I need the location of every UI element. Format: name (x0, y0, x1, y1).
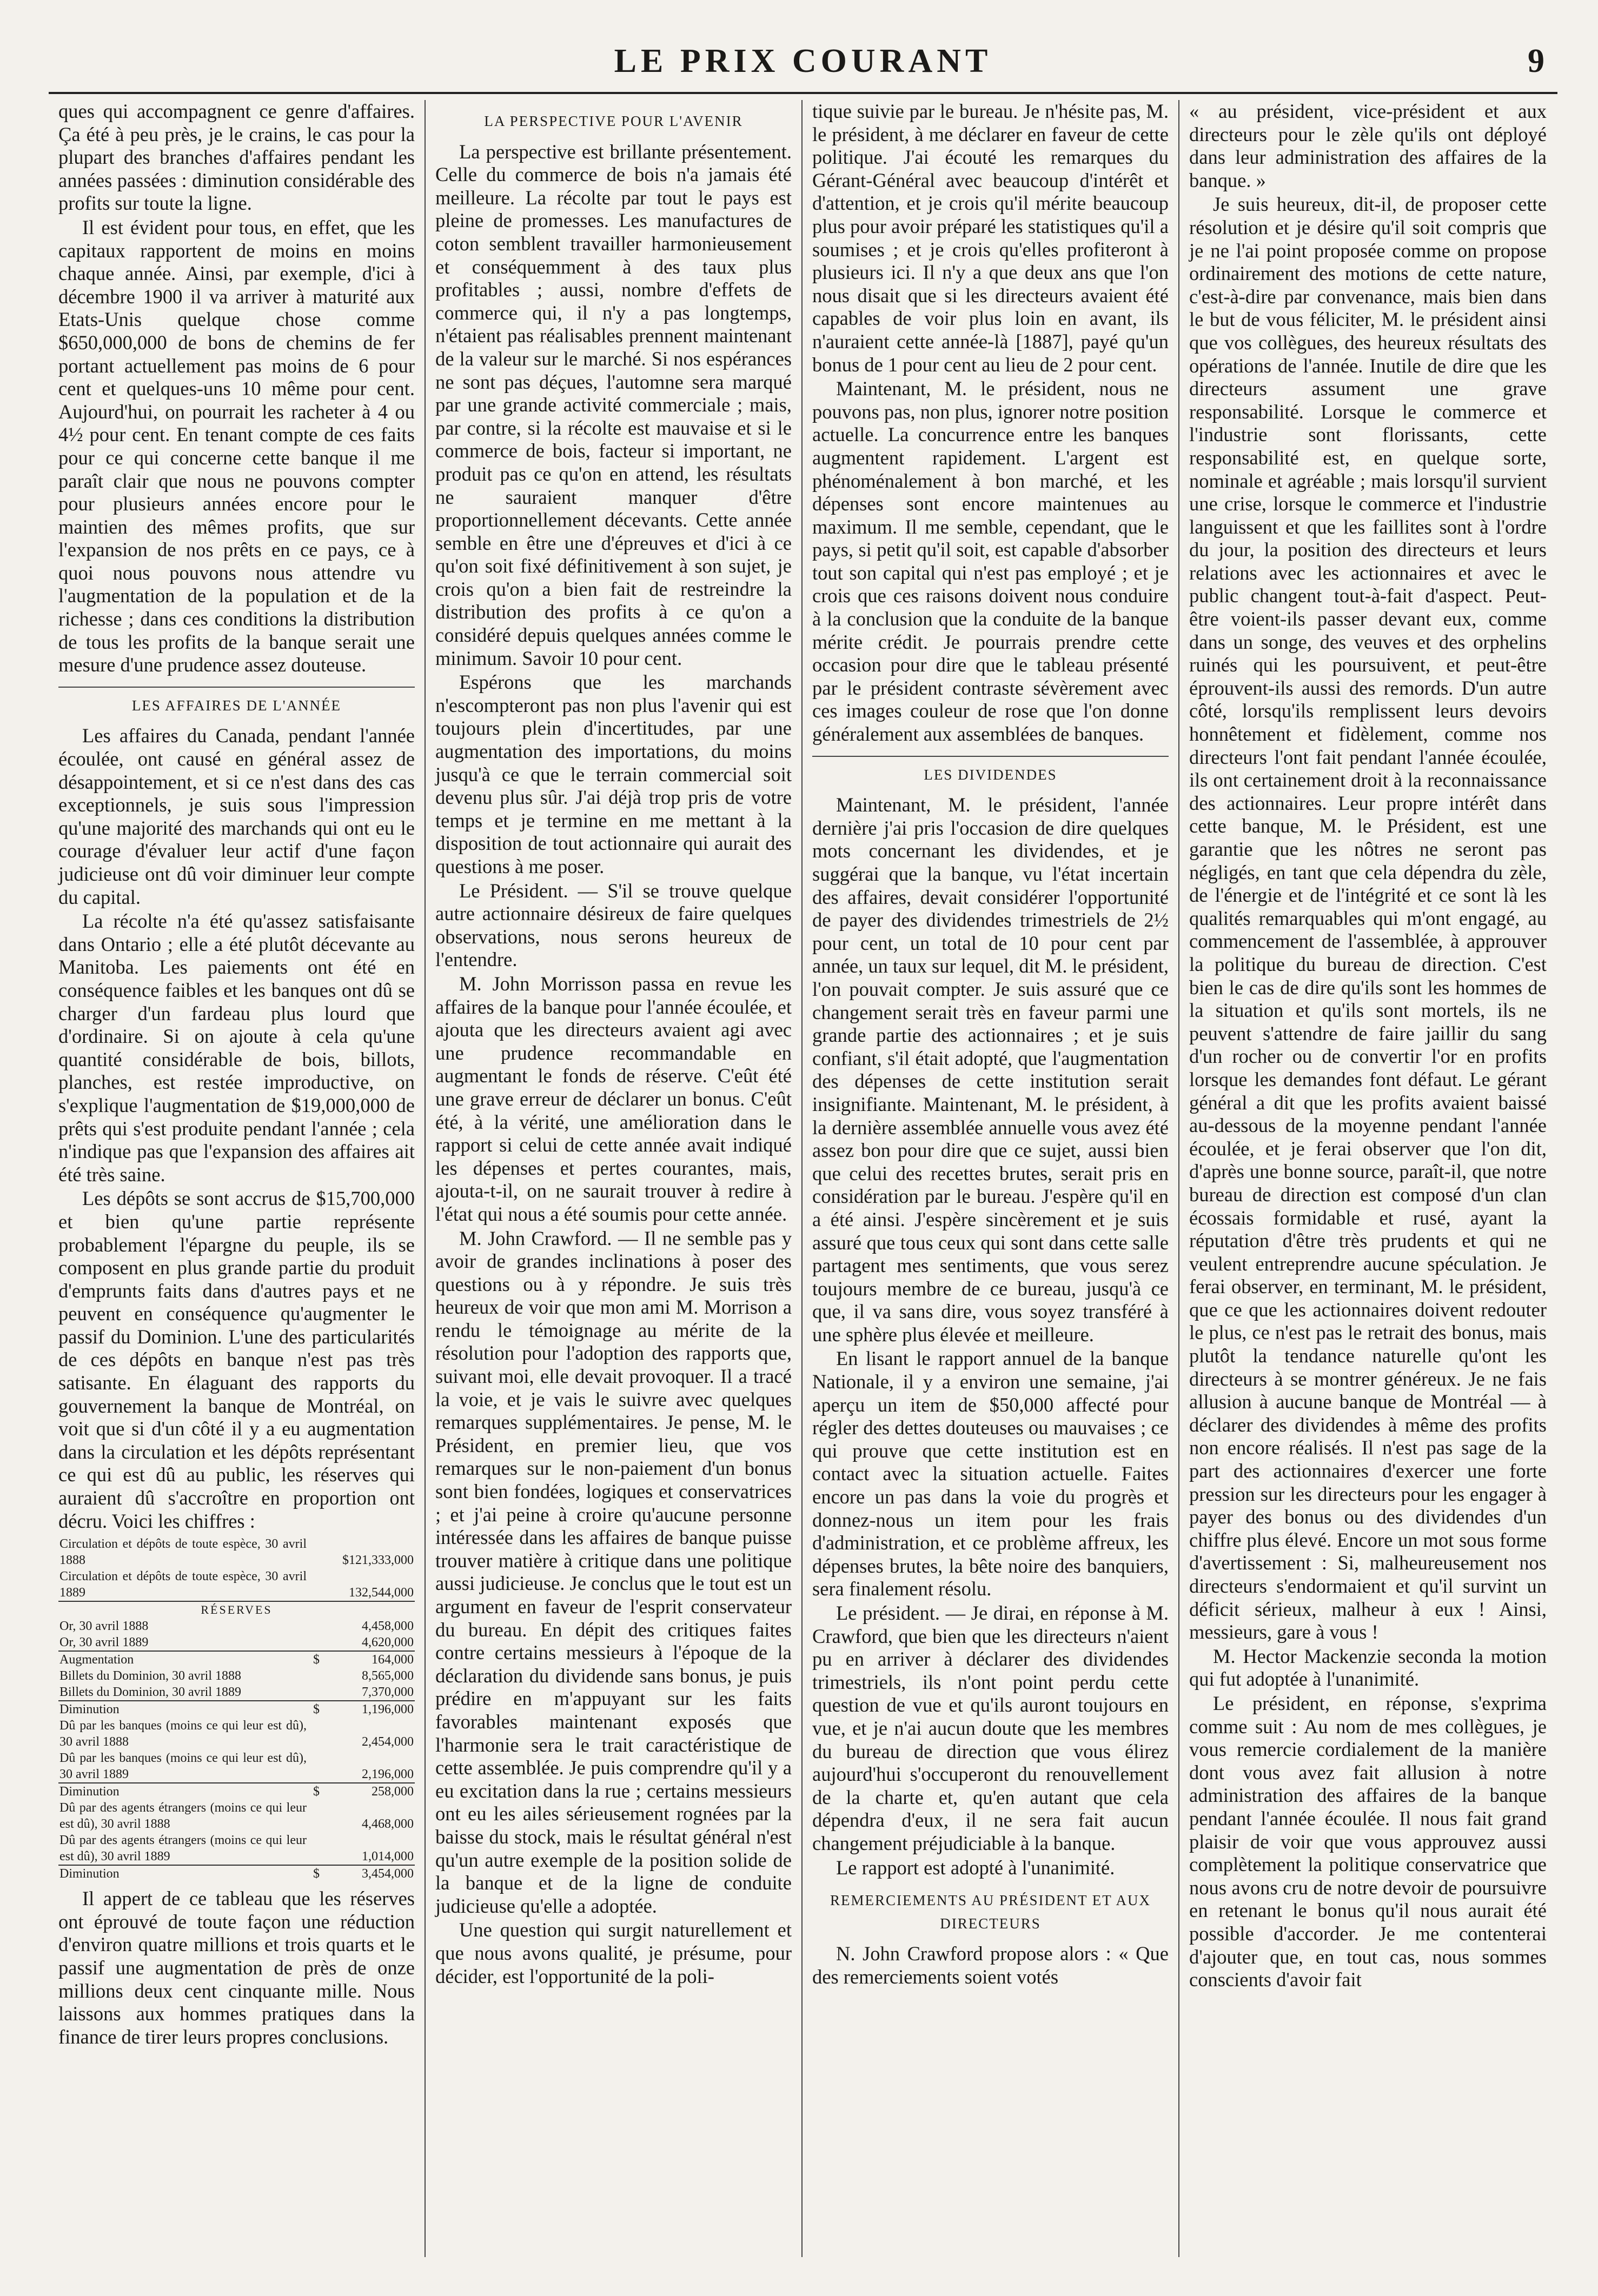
table-row (58, 1832, 415, 1865)
text-columns (49, 100, 1557, 2257)
table-cell-value: 132,544,000 (321, 1568, 415, 1601)
table-cell-value: $121,333,000 (342, 1553, 414, 1568)
table-row (58, 1634, 415, 1651)
paragraph: M. John Crawford. — Il ne semble pas y avoir de grandes inclinations à poser des questions ou à y répondre. Je suis très heureux de voir que mon ami M. Morrison a rendu le témoignage au mérite de la résolution pour l'adoption des rapports que, suivant moi, elle devait provoquer. Il a tracé la voie, et je vais le suivre avec quelques remarques supplémentaires. Je pense, M. le Président, en premier lieu, que vos remarques sur le non-paiement d'un bonus sont bien fondées, logiques et conservatrices ; et j'ai peine à croire qu'aucune personne intéressée dans les affaires de banque puisse trouver matière à critique dans une politique aussi judicieuse. Je conclus que le tout est un argument en faveur de l'esprit conservateur du bureau. En dépit des critiques faites contre certains messieurs à l'époque de la déclaration du dividende sans bonus, je puis prédire en m'appuyant sur les faits favorables maintenant exposés que l'harmonie sera le trait caractéristique de cette assemblée. Je puis comprendre qu'il y a eu excitation dans la rue ; certains messieurs ont eu les ailes sérieusement rognées par la baisse du stock, mais le résultat général n'est qu'un autre exemple de la position solide de la banque et de la ligne de conduite judicieuse qu'elle a adoptée. (435, 1227, 792, 1917)
column-1 (49, 100, 426, 2257)
table-row (58, 1865, 415, 1882)
table-cell-value: 258,000 (372, 1785, 414, 1799)
table-cell-currency (308, 1634, 321, 1651)
table-cell-currency (308, 1568, 321, 1601)
table-cell-value: 8,565,000 (362, 1669, 414, 1683)
table-cell-value: 1,196,000 (362, 1702, 414, 1717)
paragraph: Le président. — Je dirai, en réponse à M. Crawford, que bien que les directeurs n'aient pu en arriver à déclarer des dividendes trimestriels, ils n'ont point perdu cette question de vue et qu'ils auront toujours en vue, et je n'ai aucun doute que les membres du bureau de direction que vous élirez aujourd'hui s'occuperont du renouvellement de la charte et, qu'en autant que cela dépendra d'eux, il ne sera fait aucun changement préjudiciable à la banque. (812, 1602, 1169, 1854)
column-2 (426, 100, 803, 2257)
table-cell-currency: $ (313, 1785, 320, 1799)
table-cell-label: Dû par les banques (moins ce qui leur est dû), 30 avril 1889 (58, 1750, 308, 1783)
table-cell-label: Or, 30 avril 1888 (59, 1619, 149, 1634)
section-heading: LES DIVIDENDES (812, 756, 1169, 787)
paragraph: Je suis heureux, dit-il, de proposer cette résolution et je désire qu'il soit compris que je ne l'ai point proposée comme on propose ordinairement des motions de cette nature, c'est-à-dire par convenance, mais bien dans le but de vous féliciter, M. le président ainsi que vos collègues, des heureux résultats des opérations de l'année. Inutile de dire que les directeurs assument une grave responsabilité. Lorsque le commerce et l'industrie sont florissants, cette responsabilité est, en quelque sorte, nominale et agréable ; mais lorsqu'il survient une crise, lorsque le commerce et l'industrie languissent et que les faillites sont à l'ordre du jour, la position des directeurs et leurs relations avec les actionnaires et avec le public changent tout-à-fait d'aspect. Peut-être voient-ils passer devant eux, comme dans un songe, des veuves et des orphelins ruinés qui les poursuivent, et peut-être éprouvent-ils aussi des remords. D'un autre côté, lorsqu'ils remplissent leurs devoirs honnêtement et fidèlement, comme nos directeurs l'ont fait pendant l'année écoulée, ils ont certainement droit à la reconnaissance des actionnaires. Leur propre intérêt dans cette banque, M. le Président, est une garantie que les nôtres ne seront pas négligés, en tant que cela dépendra du zèle, de l'énergie et de l'intégrité et ce sont là les qualités remarquables qui m'ont engagé, au commencement de l'assemblée, à approuver la politique du bureau de direction. C'est bien le cas de dire qu'ils sont les hommes de la situation et qu'ils sont mortels, ils ne peuvent s'attendre de faire jaillir du sang d'un rocher ou de convertir l'or en profits lorsque les demandes font défaut. Le gérant général a dit que les profits avaient baissé au-dessous de la moyenne pendant l'année écoulée, et je ferai observer que l'on dit, d'après une bonne source, paraît-il, que notre bureau de direction est composé d'un clan écossais formidable et rusé, ayant la réputation d'être très prudents et qui ne veulent entreprendre aucune spéculation. Je ferai observer, en terminant, M. le président, que ce que les actionnaires doivent redouter le plus, ce n'est pas le retrait des bonus, mais plutôt la tendance naturelle qu'ont les directeurs à se montrer généreux. Je ne fais allusion à aucune banque de Montréal — à déclarer des dividendes à même des profits non encore réalisés. Il n'est pas sage de la part des actionnaires d'exercer une forte pression sur les directeurs pour les engager à payer des bonus ou des dividendes d'un chiffre plus élevé. Encore un mot sous forme d'avertissement : Si, malheureusement nos directeurs s'endormaient et qu'il survint un déficit sérieux, malheur à eux ! Ainsi, messieurs, gare à vous ! (1189, 193, 1547, 1643)
paragraph: Les dépôts se sont accrus de $15,700,000 et bien qu'une partie représente probablement l'épargne du peuple, ils se composent en plus grande partie du produit d'emprunts faits dans d'autres pays et ne peuvent en conséquence qu'augmenter le passif du Dominion. L'une des particularités de ces dépôts en banque n'est pas très satisante. En élaguant des rapports du gouvernement la banque de Montréal, on voit que si d'un côté il y a eu augmentation dans la circulation et les dépôts représentant ce qui est dû au public, les réserves qui auraient dû s'accroître en proportion ont décru. Voici les chiffres : (58, 1187, 415, 1532)
table-cell-currency (308, 1750, 321, 1783)
paragraph: N. John Crawford propose alors : « Que des remerciements soient votés (812, 1942, 1169, 1988)
table-row (58, 1668, 415, 1684)
table-row (58, 1718, 415, 1750)
section-heading: REMERCIEMENTS AU PRÉSIDENT ET AUX DIRECTEURS (830, 1892, 1151, 1932)
paragraph: Le président, en réponse, s'exprima comme suit : Au nom de mes collègues, je vous remercie cordialement de la manière dont vous avez fait allusion à notre administration des affaires de la banque pendant l'année écoulée. Il nous fait grand plaisir de voir que vous approuvez aussi complètement la politique conservatrice que nous avons cru de notre devoir de poursuivre en retenant le bonus qu'il nous aurait été possible d'accorder. Je me contenterai d'ajouter que, en tout cas, nous sommes conscients d'avoir fait (1189, 1692, 1547, 1991)
table-row (58, 1783, 415, 1800)
table-row (58, 1568, 415, 1601)
table-cell-label: Billets du Dominion, 30 avril 1888 (59, 1669, 241, 1683)
table-row (58, 1651, 415, 1668)
page-number: 9 (1528, 43, 1544, 79)
table-cell-value: 2,454,000 (362, 1735, 414, 1749)
table-row (58, 1601, 415, 1618)
column-3 (803, 100, 1179, 2257)
table-cell-value: 3,454,000 (362, 1867, 414, 1881)
section-heading: LA PERSPECTIVE POUR L'AVENIR (484, 113, 743, 129)
table-subheading: RÉSERVES (201, 1603, 273, 1617)
table-cell-currency (308, 1832, 321, 1865)
paragraph: « au président, vice-président et aux directeurs pour le zèle qu'ils ont déployé dans leur administration des affaires de la banque. » (1189, 100, 1547, 191)
table-cell-currency (308, 1800, 321, 1832)
table-cell-currency: $ (313, 1653, 320, 1667)
table-cell-value: 1,014,000 (321, 1832, 415, 1865)
table-cell-currency: $ (313, 1702, 320, 1717)
paragraph: Le Président. — S'il se trouve quelque autre actionnaire désireux de faire quelques observations, nous serons heureux de l'entendre. (435, 879, 792, 971)
table-cell-value: 2,196,000 (321, 1750, 415, 1783)
paragraph: Il appert de ce tableau que les réserves ont éprouvé de toute façon une réduction d'environ quatre millions et trois quarts et le passif une augmentation de près de onze millions deux cent cinquante mille. Nous laissons aux hommes pratiques dans la finance de tirer leurs propres conclusions. (58, 1887, 415, 2048)
paragraph: ques qui accompagnent ce genre d'affaires. Ça été à peu près, je le crains, le cas pour la plupart des branches d'affaires pendant les années passées : diminution considérable des profits sur toute la ligne. (58, 100, 415, 215)
table-cell-label: Dû par des agents étrangers (moins ce qui leur est dû), 30 avril 1888 (59, 1801, 307, 1832)
paragraph: Espérons que les marchands n'escompteront pas non plus l'avenir qui est toujours plein d'incertitudes, par une augmentation des importations, du moins jusqu'à ce que le terrain commercial soit devenu plus sûr. J'ai déjà trop pris de votre temps et je termine en me mettant à la disposition de tout actionnaire qui aurait des questions à me poser. (435, 671, 792, 877)
table-cell-value: 4,468,000 (362, 1817, 414, 1832)
table-cell-label: Diminution (59, 1785, 120, 1799)
table-cell-currency (308, 1684, 321, 1701)
table-row (58, 1750, 415, 1783)
newspaper-title: LE PRIX COURANT (614, 43, 992, 79)
table-cell-label: Dû par des agents étrangers (moins ce qui leur est dû), 30 avril 1889 (58, 1832, 308, 1865)
paragraph: La récolte n'a été qu'assez satisfaisante dans Ontario ; elle a été plutôt décevante au Manitoba. Les paiements ont été en conséquence faibles et les banques ont dû se charger d'un fardeau plus lourd que d'ordinaire. Si on ajoute à cela qu'une quantité considérable de bois, billots, planches, est restée improductive, on s'explique l'augmentation de $19,000,000 de prêts qui s'est produite pendant l'année ; cela n'indique pas que l'expansion des affaires ait été très saine. (58, 910, 415, 1186)
paragraph: M. Hector Mackenzie seconda la motion qui fut adoptée à l'unanimité. (1189, 1645, 1547, 1691)
paragraph: Les affaires du Canada, pendant l'année écoulée, ont causé en général assez de désappointement, et si ce n'est dans des cas exceptionnels, je suis sous l'impression qu'une majorité des marchands qui ont eu le courage d'évaluer leur actif d'une façon judicieuse ont dû voir diminuer leur compte du capital. (58, 724, 415, 908)
table-row (58, 1701, 415, 1718)
table-cell-value: 164,000 (372, 1653, 414, 1667)
table-row (58, 1618, 415, 1634)
table-cell-label: Billets du Dominion, 30 avril 1889 (58, 1684, 308, 1701)
table-cell-currency (308, 1718, 321, 1750)
table-cell-value: 7,370,000 (321, 1684, 415, 1701)
table-cell-currency (308, 1618, 321, 1634)
paragraph: Il est évident pour tous, en effet, que les capitaux rapportent de moins en moins chaque année. Ainsi, par exemple, d'ici à décembre 1900 il va arriver à maturité aux Etats-Unis quelque chose comme $650,000,000 de bons de chemins de fer portant actuellement pas moins de 6 pour cent et quelques-uns 10 même pour cent. Aujourd'hui, on pourrait les racheter à 4 ou 4½ pour cent. En tenant compte de ces faits pour ce qui concerne cette banque il me paraît clair que nous ne pouvons compter pour plusieurs années encore pour le maintien des mêmes profits, que sur l'expansion de nos prêts en ce pays, ce à quoi nous pouvons nous attendre vu l'augmentation de la population et de la richesse ; dans ces conditions la distribution de tous les profits de la banque serait une mesure d'une prudence assez douteuse. (58, 216, 415, 676)
paragraph: Maintenant, M. le président, nous ne pouvons pas, non plus, ignorer notre position actuelle. La concurrence entre les banques augmentent rapidement. L'argent est phénoménalement à bon marché, et les dépenses sont encore maintenues au maximum. Il me semble, cependant, que le pays, si petit qu'il soit, est capable d'absorber tout son capital qui n'est pas employé ; et je crois que ces raisons doivent nous conduire à la conclusion que la conduite de la banque mérite crédit. Je pourrais prendre cette occasion pour dire que le tableau présenté par le président contraste sévèrement avec ces images couleur de rose que l'on donne généralement aux assemblées de banques. (812, 377, 1169, 746)
masthead (49, 32, 1557, 94)
paragraph: En lisant le rapport annuel de la banque Nationale, il y a environ une semaine, j'ai aperçu un item de $50,000 affecté pour régler des dettes douteuses ou mauvaises ; ce qui prouve que cette institution est en contact avec la situation actuelle. Faites encore un pas dans la voie du progrès et donnez-nous un item pour les frais d'administration, et ce problème affreux, les dépenses brutes, la bête noire des banquiers, sera finalement résolu. (812, 1347, 1169, 1600)
table-cell-label: Diminution (59, 1867, 120, 1881)
table-row (58, 1684, 415, 1701)
table-cell-currency (308, 1536, 321, 1568)
reserves-table (58, 1536, 415, 1882)
table-row (58, 1536, 415, 1568)
paragraph: Le rapport est adopté à l'unanimité. (836, 1856, 1115, 1879)
table-cell-currency: $ (313, 1867, 320, 1881)
table-cell-currency (308, 1668, 321, 1684)
table-cell-label: Or, 30 avril 1889 (58, 1634, 308, 1651)
table-cell-label: Diminution (59, 1702, 120, 1717)
paragraph: La perspective est brillante présentement. Celle du commerce de bois n'a jamais été meilleure. La récolte par tout le pays est pleine de promesses. Les manufactures de coton semblent travailler harmonieusement et conséquemment à des taux plus profitables ; aussi, nombre d'effets de commerce qui, il n'y a pas longtemps, n'étaient pas réalisables prennent maintenant de la valeur sur le marché. Si nos espérances ne sont pas déçues, l'automne sera marqué par une grande activité commerciale ; mais, par contre, si la récolte est mauvaise et si le commerce de bois, facteur si important, ne produit pas ce qu'on en attend, les résultats ne sauraient manquer d'être proportionnellement décevants. Cette année semble en être une d'épreuves et d'ici à ce qu'on soit fixé définitivement à son sujet, je crois qu'on a bien fait de restreindre la distribution des profits à ce qu'on a considéré depuis quelques années comme le minimum. Savoir 10 pour cent. (435, 140, 792, 669)
table-cell-label: Dû par les banques (moins ce qui leur est dû), 30 avril 1888 (59, 1719, 307, 1749)
table-cell-value: 4,458,000 (362, 1619, 414, 1634)
paragraph: Une question qui surgit naturellement et que nous avons qualité, je présume, pour décider, est l'opportunité de la poli- (435, 1919, 792, 1987)
paragraph: Maintenant, M. le président, l'année dernière j'ai pris l'occasion de dire quelques mots concernant les dividendes, et je suggérai que la banque, vu l'état incertain des affaires, devait considérer l'opportunité de payer des dividendes trimestriels de 2½ pour cent, un total de 10 pour cent par année, un taux sur lequel, dit M. le président, l'on pouvait compter. Je suis assuré que ce changement serait très en faveur parmi une grande partie des actionnaires ; et je suis confiant, s'il était adopté, que l'augmentation des dépenses de cette institution serait insignifiante. Maintenant, M. le président, à la dernière assemblée annuelle vous avez été assez bon pour dire que ce sujet, aussi bien que celui des recettes brutes, serait pris en considération par le bureau. J'espère qu'il en a été ainsi. J'espère sincèrement et je suis assuré que tous ceux qui sont dans cette salle partagent mes sentiments, que vous serez toujours membre de ce bureau, jusqu'à ce que, il va sans dire, vous soyez transféré à une sphère plus élevée et meilleure. (812, 794, 1169, 1346)
table-cell-label: Circulation et dépôts de toute espèce, 30 avril 1889 (58, 1568, 308, 1601)
table-cell-value: 4,620,000 (321, 1634, 415, 1651)
paragraph: tique suivie par le bureau. Je n'hésite pas, M. le président, à me déclarer en faveur de cette politique. J'ai écouté les remarques du Gérant-Général avec beaucoup d'intérêt et d'attention, et je crois qu'il mérite beaucoup plus pour avoir préparé les statistiques qu'il a soumises ; et je crois qu'elles profiteront à plusieurs ici. Il n'y a que deux ans que l'on nous disait que si les directeurs avaient été capables de voir plus loin en avant, ils n'auraient cette année-là [1887], payé qu'un bonus de 1 pour cent au lieu de 2 pour cent. (812, 100, 1169, 376)
section-heading: LES AFFAIRES DE L'ANNÉE (58, 687, 415, 717)
table-row (58, 1800, 415, 1832)
table-cell-label: Circulation et dépôts de toute espèce, 30 avril 1888 (59, 1537, 307, 1568)
paragraph: M. John Morrisson passa en revue les affaires de la banque pour l'année écoulée, et ajouta que les directeurs avaient agi avec une prudence recommandable en augmentant le fonds de réserve. C'eût été une grave erreur de déclarer un bonus. C'eût été, à la vérité, une amélioration dans le rapport si celui de cette année avait indiqué les dépenses et pertes courantes, mais, ajouta-t-il, on ne saurait trouver à redire à l'état qui nous a été soumis pour cette année. (435, 972, 792, 1225)
table-cell-label: Augmentation (59, 1653, 134, 1667)
column-4 (1179, 100, 1556, 2257)
